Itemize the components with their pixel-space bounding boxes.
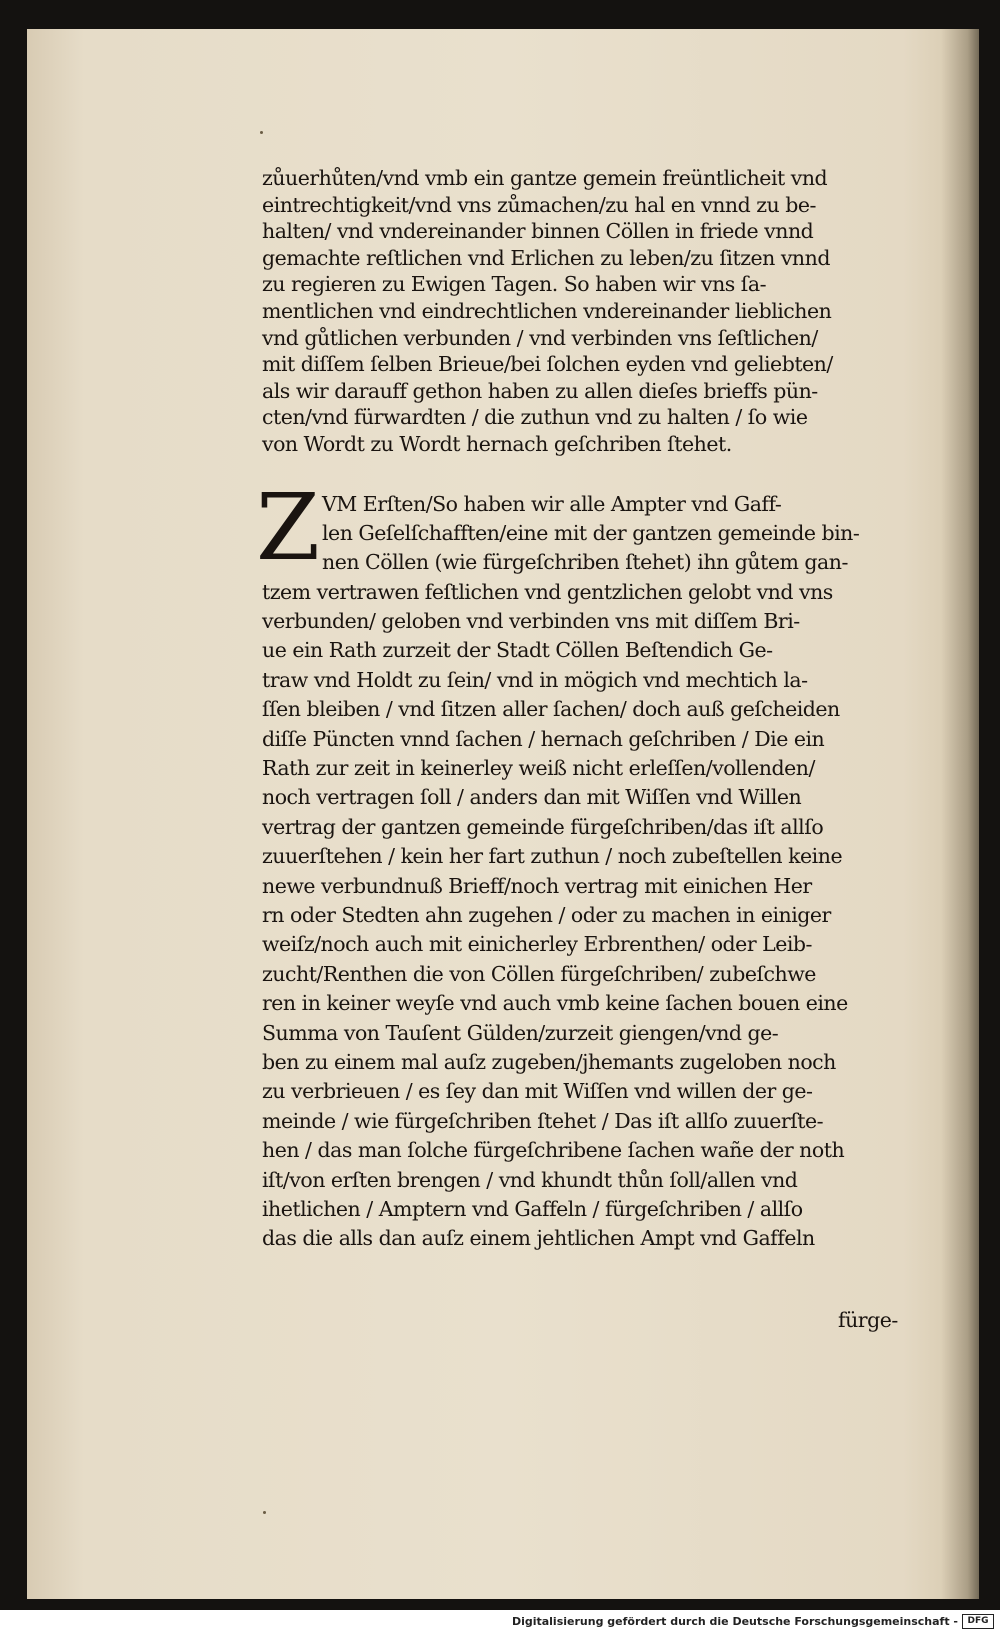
text-line: gemachte reſtlichen vnd Erlichen zu leben/zu ſitzen vnnd: [262, 245, 830, 270]
text-line: zucht/Renthen die von Cöllen fürgeſchriben/ zubeſchwe: [262, 961, 816, 986]
text-line: mit diſſem ſelben Brieue/bei ſolchen eyden vnd geliebten/: [262, 352, 833, 377]
text-line: ſſen bleiben / vnd ſitzen aller ſachen/ doch auß geſcheiden: [262, 697, 840, 722]
text-line: ue ein Rath zurzeit der Stadt Cöllen Beſtendich Ge-: [262, 638, 773, 663]
text-line: meinde / wie fürgeſchriben ſtehet / Das iſt allſo zuuerſte-: [262, 1108, 824, 1133]
text-line: traw vnd Holdt zu ſein/ vnd in mögich vnd mechtich la-: [262, 667, 808, 692]
text-line: zu regieren zu Ewigen Tagen. So haben wir vns ſa-: [262, 272, 767, 297]
text-line: len Geſelſchafften/eine mit der gantzen gemeinde bin-: [322, 520, 860, 545]
text-line: vnd gůtlichen verbunden / vnd verbinden vns ſeſtlichen/: [262, 325, 818, 350]
text-line: von Wordt zu Wordt hernach geſchriben ſtehet.: [262, 431, 732, 456]
footer-bar: [0, 1612, 1000, 1634]
text-line: noch vertragen ſoll / anders dan mit Wiſſen vnd Willen: [262, 785, 802, 810]
funding-credit: Digitalisierung gefördert durch die Deutsche Forschungsgemeinschaft -: [511, 1615, 958, 1628]
text-line: hen / das man ſolche fürgeſchribene ſachen wañe der noth: [262, 1138, 845, 1163]
page-text: [256, 165, 912, 1254]
text-line: vertrag der gantzen gemeinde fürgeſchriben/das iſt allſo: [262, 814, 824, 839]
page-speck: [260, 131, 263, 134]
text-line: mentlichen vnd eindrechtlichen vndereinander lieblichen: [262, 298, 832, 323]
text-line: iſt/von erſten brengen / vnd khundt thůn ſoll/allen vnd: [262, 1167, 798, 1192]
paragraph-intro: [262, 165, 912, 458]
text-line: als wir darauff gethon haben zu allen dieſes brieffs pün-: [262, 378, 818, 403]
text-line: zůuerhůten/vnd vmb ein gantze gemein freüntlicheit vnd: [262, 166, 828, 190]
text-line: zu verbrieuen / es ſey dan mit Wiſſen vnd willen der ge-: [262, 1079, 813, 1104]
text-line: weiſz/noch auch mit einicherley Erbrenthen/ oder Leib-: [262, 932, 812, 957]
text-line: newe verbundnuß Brieff/noch vertrag mit einichen Her: [262, 873, 812, 898]
paragraph-first-article: [256, 473, 912, 1254]
text-line: verbunden/ geloben vnd verbinden vns mit diſſem Bri-: [262, 609, 800, 634]
text-line: diſſe Püncten vnnd ſachen / hernach geſchriben / Die ein: [262, 726, 825, 751]
dfg-logo: DFG: [962, 1614, 994, 1629]
catchword: fürge-: [838, 1308, 898, 1332]
text-line: zuuerſtehen / kein her fart zuthun / noch zubeſtellen keine: [262, 844, 843, 869]
text-line: VM Erſten/So haben wir alle Ampter vnd Gaff-: [322, 491, 782, 516]
text-line: rn oder Stedten ahn zugehen / oder zu machen in einiger: [262, 903, 831, 927]
drop-cap-initial: Z: [256, 473, 320, 581]
text-line: das die alls dan auſz einem jehtlichen Ampt vnd Gaffeln: [262, 1226, 815, 1251]
text-line: eintrechtigkeit/vnd vns zůmachen/zu hal en vnnd zu be-: [262, 192, 816, 217]
text-line: ihetlichen / Amptern vnd Gaffeln / fürgeſchriben / allſo: [262, 1196, 803, 1221]
text-line: tzem vertrawen feſtlichen vnd gentzlichen gelobt vnd vns: [262, 579, 833, 604]
page-speck: [263, 1511, 266, 1514]
text-line: Summa von Tauſent Gülden/zurzeit giengen/vnd ge-: [262, 1020, 779, 1045]
text-line: ren in keiner weyſe vnd auch vmb keine ſachen bouen eine: [262, 991, 848, 1016]
text-line: nen Cöllen (wie fürgeſchriben ſtehet) ihn gůtem gan-: [322, 550, 848, 575]
page-edge-shadow: [941, 29, 979, 1599]
text-line: cten/vnd fürwardten / die zuthun vnd zu halten / ſo wie: [262, 405, 808, 430]
text-line: ben zu einem mal auſz zugeben/jhemants zugeloben noch: [262, 1049, 836, 1074]
text-line: Rath zur zeit in keinerley weiß nicht erleſſen/vollenden/: [262, 756, 815, 781]
text-line: halten/ vnd vndereinander binnen Cöllen in friede vnnd: [262, 219, 814, 244]
